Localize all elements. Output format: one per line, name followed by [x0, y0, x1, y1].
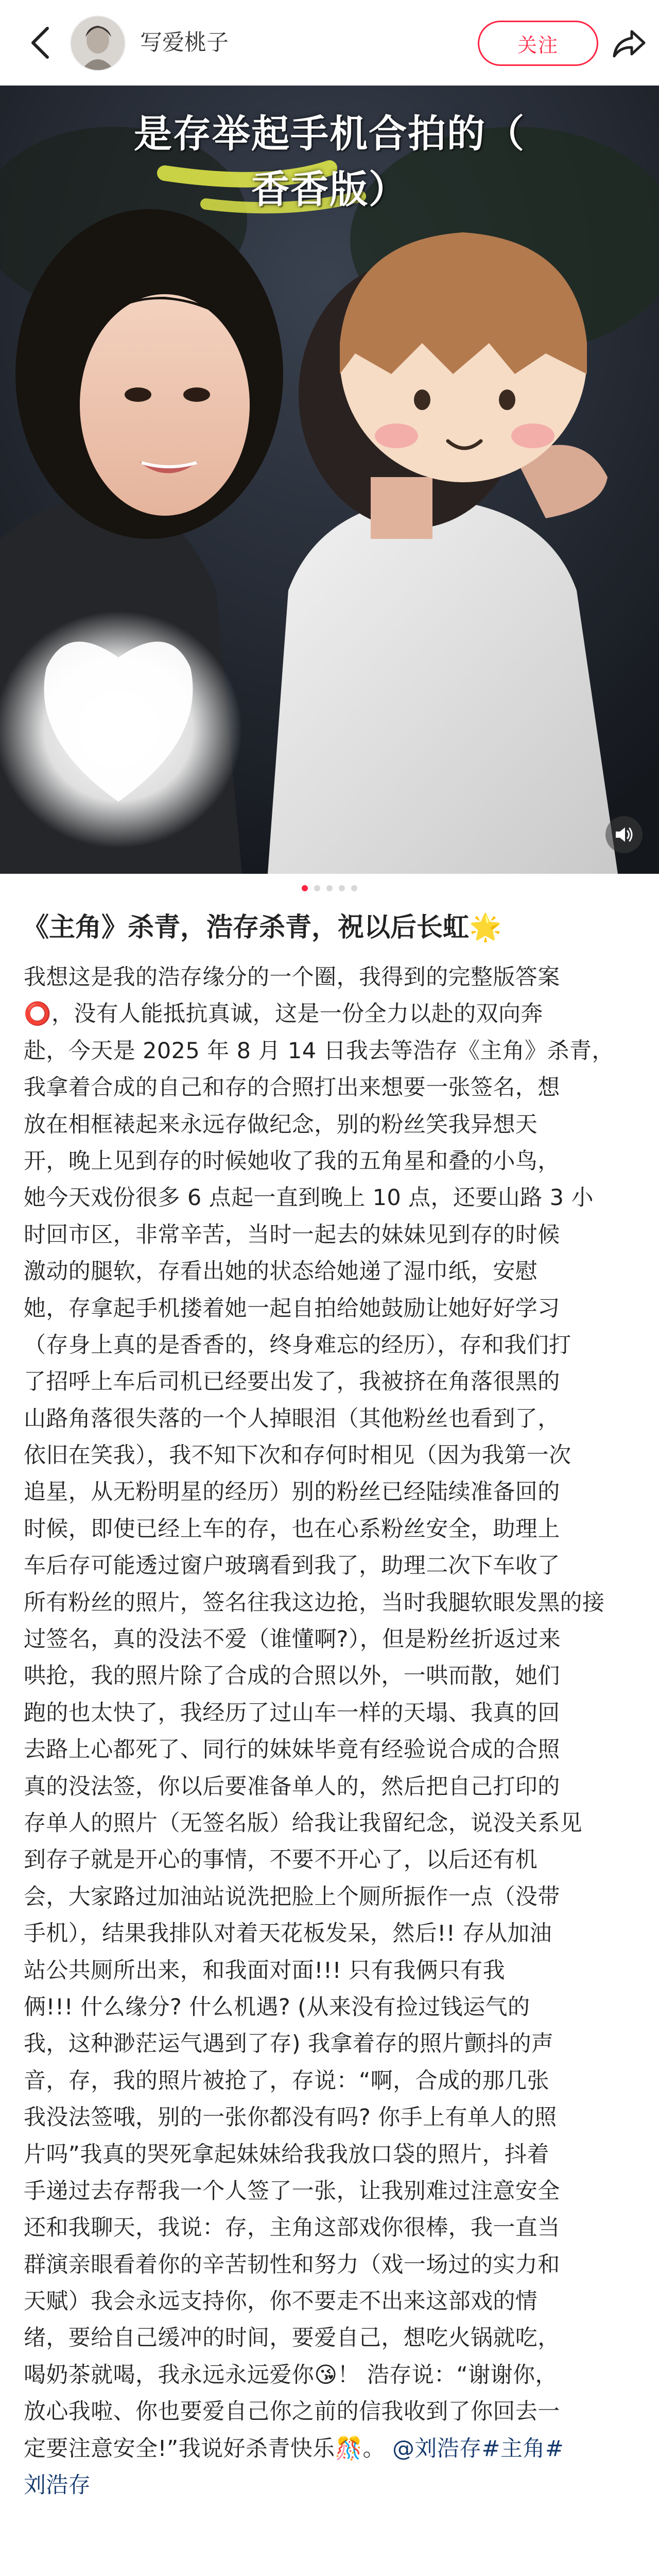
share-arrow-icon — [612, 28, 646, 58]
body-line: 时回市区，非常辛苦，当时一起去的妹妹见到存的时候 — [24, 1222, 560, 1248]
body-line: 哄抢，我的照片除了合成的合照以外，一哄而散，她们 — [24, 1663, 560, 1689]
mention-link-continued[interactable]: 刘浩存 — [24, 2472, 91, 2499]
body-line: 音，存，我的照片被抢了，存说：“啊，合成的那几张 — [24, 2067, 549, 2094]
body-line: 时候，即使已经上车的存，也在心系粉丝安全，助理上 — [24, 1516, 560, 1542]
caption-line-1: 是存举起手机合拍的（ — [134, 112, 525, 156]
top-bar — [0, 0, 659, 86]
body-line: 我，这种渺茫运气遇到了存) 我拿着存的照片颤抖的声 — [24, 2031, 554, 2057]
body-line: 去路上心都死了、同行的妹妹毕竟有经验说合成的合照 — [24, 1737, 560, 1763]
body-line: 开，晚上见到存的时候她收了我的五角星和叠的小鸟， — [24, 1148, 560, 1174]
sound-toggle-button[interactable] — [605, 816, 643, 853]
body-line — [24, 2431, 639, 2467]
carousel-dot — [314, 885, 320, 891]
carousel-indicator — [0, 882, 659, 894]
body-line: 追星，从无粉明星的经历）别的粉丝已经陆续准备回的 — [24, 1479, 560, 1505]
body-line: 了招呼上车后司机已经要出发了，我被挤在角落很黑的 — [24, 1369, 560, 1395]
body-line-text: 定要注意安全!”我说好杀青快乐🎊。 — [24, 2435, 385, 2462]
carousel-dot — [351, 885, 357, 891]
body-line: 真的没法签，你以后要准备单人的，然后把自己打印的 — [24, 1773, 560, 1800]
cartoon-face-sticker — [340, 232, 587, 482]
body-line: 手机），结果我排队对着天花板发呆，然后!! 存从加油 — [24, 1921, 552, 1947]
author-avatar[interactable] — [70, 15, 126, 71]
speaker-icon — [614, 825, 634, 844]
body-line: 会，大家路过加油站说洗把脸上个厕所振作一点（没带 — [24, 1884, 560, 1910]
body-line: 到存子就是开心的事情，不要不开心了，以后还有机 — [24, 1847, 538, 1873]
back-button[interactable] — [26, 25, 55, 61]
avatar-image — [71, 16, 125, 70]
body-line: 手递过去存帮我一个人签了一张，让我别难过注意安全 — [24, 2178, 560, 2204]
body-line: 我想这是我的浩存缘分的一个圈，我得到的完整版答案 — [24, 964, 560, 990]
follow-button[interactable]: 关注 — [478, 21, 598, 66]
body-line: 激动的腿软，存看出她的状态给她递了湿巾纸，安慰 — [24, 1259, 538, 1285]
body-line: 所有粉丝的照片，签名往我这边抢，当时我腿软眼发黑的接 — [24, 1589, 605, 1616]
body-line: 过签名，真的没法不爱（谁懂啊?），但是粉丝折返过来 — [24, 1626, 561, 1653]
post-body — [24, 959, 639, 2504]
hashtag-link[interactable]: #主角# — [481, 2435, 564, 2462]
body-line: 绪，要给自己缓冲的时间，要爱自己，想吃火锅就吃， — [24, 2325, 560, 2351]
body-line: 她，存拿起手机搂着她一起自拍给她鼓励让她好好学习 — [24, 1295, 560, 1321]
author-name[interactable]: 写爱桃子 — [140, 30, 229, 56]
body-line: ⭕，没有人能抵抗真诚，这是一份全力以赴的双向奔 — [24, 1001, 543, 1027]
body-line: 存单人的照片（无签名版）给我让我留纪念，说没关系见 — [24, 1810, 582, 1836]
caption-line-2: 香香版） — [251, 167, 408, 212]
body-line: 俩!!! 什么缘分? 什么机遇? (从来没有捡过钱运气的 — [24, 1994, 530, 2020]
body-line: 车后存可能透过窗户玻璃看到我了，助理二次下车收了 — [24, 1553, 560, 1579]
body-line: 群演亲眼看着你的辛苦韧性和努力（戏一场过的实力和 — [24, 2251, 560, 2278]
share-button[interactable] — [610, 24, 649, 63]
body-line: 我没法签哦，别的一张你都没有吗? 你手上有单人的照 — [24, 2105, 557, 2131]
chevron-left-icon — [30, 26, 50, 59]
body-line: 片吗”我真的哭死拿起妹妹给我我放口袋的照片，抖着 — [24, 2141, 549, 2167]
body-line: 站公共厕所出来，和我面对面!!! 只有我俩只有我 — [24, 1957, 505, 1984]
body-line: 天赋）我会永远支持你，你不要走不出来这部戏的情 — [24, 2289, 538, 2315]
body-line: 放在相框裱起来永远存做纪念，别的粉丝笑我异想天 — [24, 1111, 538, 1138]
post-image-carousel[interactable] — [0, 86, 659, 874]
body-line: 山路角落很失落的一个人掉眼泪（其他粉丝也看到了， — [24, 1405, 560, 1432]
body-line: 还和我聊天，我说：存，主角这部戏你很棒，我一直当 — [24, 2215, 560, 2241]
body-line: 放心我啦、你也要爱自己你之前的信我收到了你回去一 — [24, 2399, 560, 2425]
body-line: 依旧在笑我），我不知下次和存何时相见（因为我第一次 — [24, 1443, 571, 1469]
carousel-dot — [326, 885, 333, 891]
body-line: 我拿着合成的自己和存的合照打出来想要一张签名，想 — [24, 1075, 560, 1101]
body-line: 跑的也太快了，我经历了过山车一样的天塌、我真的回 — [24, 1700, 560, 1726]
body-line: 喝奶茶就喝，我永远永远爱你😘！ 浩存说：“谢谢你， — [24, 2362, 558, 2388]
carousel-dot — [302, 885, 308, 891]
image-overlay-caption — [0, 106, 659, 217]
body-line: 赴，今天是 2025 年 8 月 14 日我去等浩存《主角》杀青， — [24, 1038, 614, 1064]
carousel-dot — [339, 885, 345, 891]
post-title: 《主角》杀青，浩存杀青，祝以后长虹🌟 — [23, 912, 502, 943]
mention-link[interactable]: @刘浩存 — [392, 2435, 482, 2462]
body-line: 她今天戏份很多 6 点起一直到晚上 10 点，还要山路 3 小 — [24, 1185, 594, 1211]
body-line: （存身上真的是香香的，终身难忘的经历），存和我们打 — [24, 1332, 571, 1358]
